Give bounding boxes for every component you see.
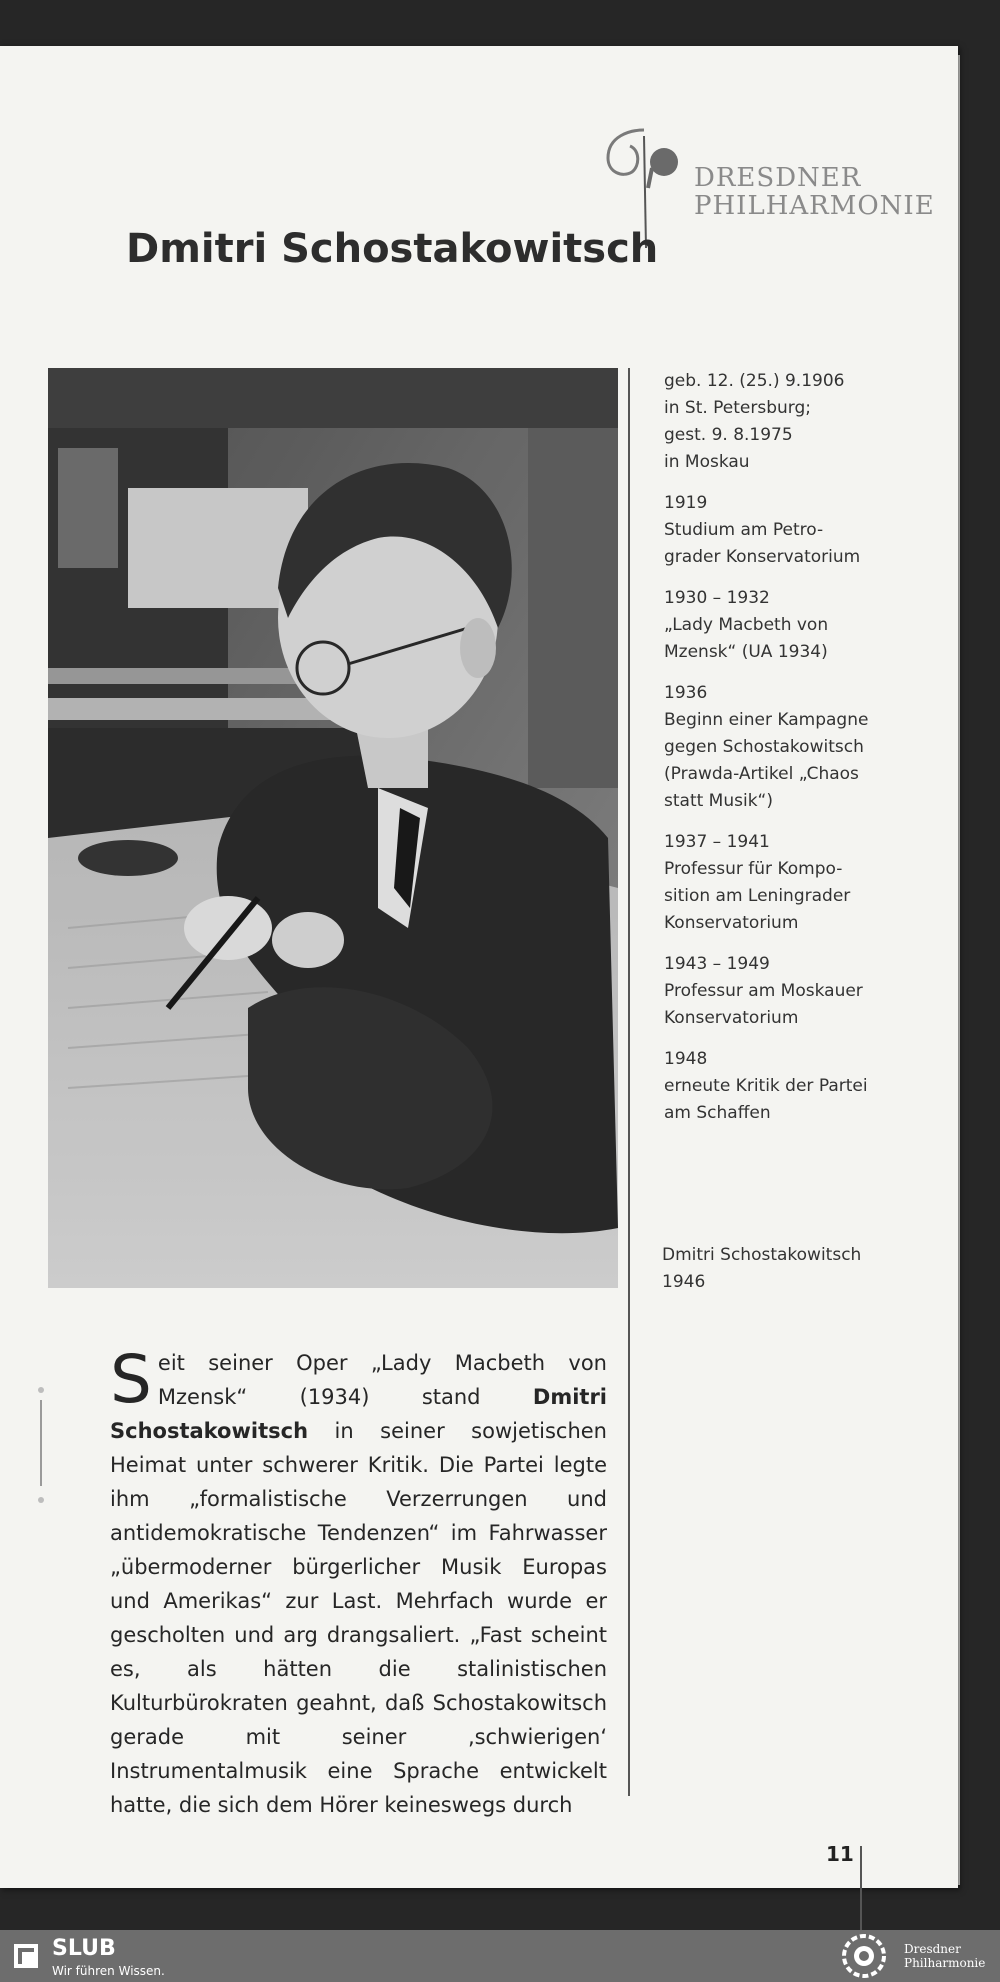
timeline-line: (Prawda-Artikel „Chaos <box>664 764 859 784</box>
body-intro: eit seiner Oper „Lady Macbeth von Mzensk“ (1934) stand <box>157 1351 607 1409</box>
timeline-line: statt Musik“) <box>664 791 773 811</box>
caption-year: 1946 <box>662 1272 706 1292</box>
logo-wordmark <box>694 164 935 220</box>
page-number-rule <box>860 1846 862 1936</box>
timeline-line: in St. Petersburg; <box>664 398 812 418</box>
timeline-year: 1936 <box>664 683 708 703</box>
biography-timeline <box>664 368 894 1141</box>
dresdner-philharmonie-emblem-icon <box>838 1933 890 1979</box>
timeline-line: am Schaffen <box>664 1103 771 1123</box>
article-body <box>110 1341 607 1822</box>
timeline-year: 1937 – 1941 <box>664 832 770 852</box>
timeline-line: erneute Kritik der Partei <box>664 1076 868 1096</box>
partner-name-line-1: Dresdner <box>904 1942 961 1956</box>
timeline-line: in Moskau <box>664 452 750 472</box>
timeline-line: Beginn einer Kampagne <box>664 710 869 730</box>
timeline-line: „Lady Macbeth von <box>664 615 829 635</box>
timeline-line: Mzensk“ (UA 1934) <box>664 642 828 662</box>
program-page <box>0 46 958 1888</box>
timeline-year: 1930 – 1932 <box>664 588 770 608</box>
drop-cap: S <box>110 1341 152 1418</box>
timeline-line: grader Konservatorium <box>664 547 861 567</box>
body-composer-name: Dmitri Schostakowitsch <box>110 1385 607 1443</box>
logo-line-1: DRESDNER <box>694 163 862 193</box>
caption-name: Dmitri Schostakowitsch <box>662 1245 862 1265</box>
timeline-line: Konservatorium <box>664 1008 799 1028</box>
timeline-entry-1936 <box>664 680 894 815</box>
photo-caption <box>662 1242 861 1296</box>
timeline-line: gest. 9. 8.1975 <box>664 425 793 445</box>
body-rest: in seiner sowjetischen Heimat unter schwerer Kritik. Die Partei legte ihm „formalistische Verzerrungen und antidemokratische Tendenzen“ im Fahrwasser „übermoderner bürgerlicher Musik Europas und Amerikas“ zur Last. Mehrfach wurde er gescholten und arg drangsaliert. „Fast scheint es, als hätten die stalinistischen Kulturbürokraten geahnt, daß Schostakowitsch gerade mit seiner ‚schwierigen‘ Instrumentalmusik eine Sprache entwickelt hatte, die sich dem Hörer keineswegs durch <box>110 1419 607 1817</box>
timeline-entry-1937 <box>664 829 894 937</box>
timeline-line: Professur am Moskauer <box>664 981 863 1001</box>
timeline-entry-1930 <box>664 585 894 666</box>
slub-tagline: Wir führen Wissen. <box>52 1964 165 1978</box>
timeline-entry-birth <box>664 368 894 476</box>
staple-holes-icon <box>38 1386 44 1506</box>
timeline-year: 1948 <box>664 1049 708 1069</box>
portrait-illustration <box>48 368 618 1288</box>
page-title: Dmitri Schostakowitsch <box>126 226 659 272</box>
timeline-line: gegen Schostakowitsch <box>664 737 864 757</box>
timeline-entry-1943 <box>664 951 894 1032</box>
partner-name-line-2: Philharmonie <box>904 1956 986 1970</box>
viewer-footer-bar <box>0 1930 1000 1982</box>
timeline-entry-1948 <box>664 1046 894 1127</box>
timeline-line: sition am Leningrader <box>664 886 851 906</box>
timeline-entry-1919 <box>664 490 894 571</box>
column-divider <box>628 368 630 1796</box>
timeline-line: Studium am Petro- <box>664 520 824 540</box>
partner-name <box>904 1942 985 1970</box>
page-number: 11 <box>826 1842 854 1866</box>
slub-logo-icon[interactable] <box>12 1940 44 1972</box>
portrait-photo <box>48 368 618 1288</box>
timeline-line: Konservatorium <box>664 913 799 933</box>
timeline-line: Professur für Kompo- <box>664 859 843 879</box>
logo-line-2: PHILHARMONIE <box>694 191 935 221</box>
timeline-year: 1943 – 1949 <box>664 954 770 974</box>
timeline-line: geb. 12. (25.) 9.1906 <box>664 371 845 391</box>
slub-brand[interactable]: SLUB <box>52 1936 116 1961</box>
timeline-year: 1919 <box>664 493 708 513</box>
